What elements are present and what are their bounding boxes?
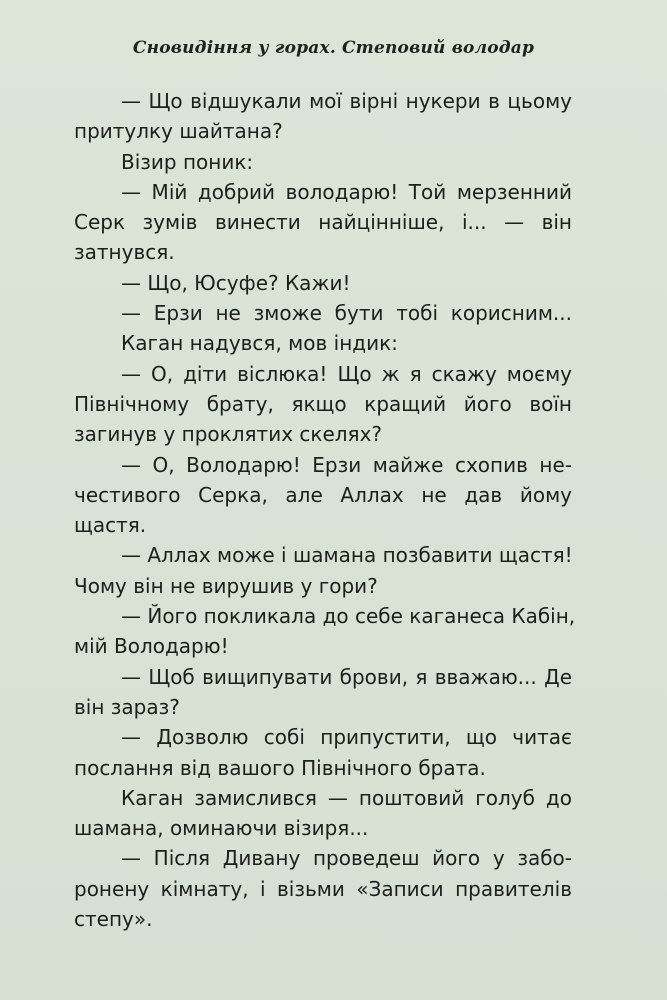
- text-line: — Дозволю собі припустити, що читає: [121, 725, 572, 750]
- text-line: щастя.: [74, 513, 147, 538]
- text-line: ронену кімнату, і візьми «Записи правителів: [74, 876, 572, 901]
- text-line: — Ерзи не зможе бути тобі корисним...: [121, 301, 572, 326]
- text-line: честивого Серка, але Аллах не дав йому: [74, 482, 572, 507]
- text-line: затнувся.: [74, 240, 175, 265]
- text-line: — Що відшукали мої вірні нукери в цьому: [121, 89, 572, 113]
- text-line: степу».: [74, 907, 153, 932]
- running-head: Сновидіння у горах. Степовий володар: [132, 38, 535, 58]
- text-line: мій Володарю!: [74, 634, 229, 659]
- text-line: притулку шайтана?: [74, 119, 283, 144]
- text-line: — О, Володарю! Ерзи майже схопив не-: [121, 452, 572, 477]
- text-line: — Аллах може і шамана позбавити щастя!: [121, 543, 573, 568]
- text-line: — Мій добрий володарю! Той мерзенний: [121, 179, 572, 204]
- text-line: загинув у проклятих скелях?: [74, 422, 383, 447]
- text-line: — Щоб вищипувати брови, я вважаю... Де: [121, 664, 572, 689]
- text-line: — О, діти віслюка! Що ж я скажу моєму: [121, 361, 572, 386]
- text-line: — Його покликала до себе каганеса Кабін,: [121, 604, 576, 629]
- text-line: Каган замислився — поштовий голуб до: [121, 785, 572, 810]
- body-text: [74, 86, 576, 934]
- text-line: — Що, Юсуфе? Кажи!: [121, 270, 351, 295]
- text-line: послання від вашого Північного брата.: [74, 755, 486, 780]
- text-line: Чому він не вирушив у гори?: [74, 573, 378, 598]
- text-line: Серк зумів винести найцінніше, і... — він: [74, 210, 572, 235]
- text-line: шамана, оминаючи візиря...: [74, 816, 369, 841]
- text-line: — Після Дивану проведеш його у забо-: [121, 846, 572, 871]
- text-line: Візир поник:: [121, 149, 254, 174]
- text-line: він зараз?: [74, 694, 180, 719]
- text-line: Північному брату, якщо кращий його воїн: [74, 391, 572, 416]
- text-line: Каган надувся, мов індик:: [121, 331, 398, 356]
